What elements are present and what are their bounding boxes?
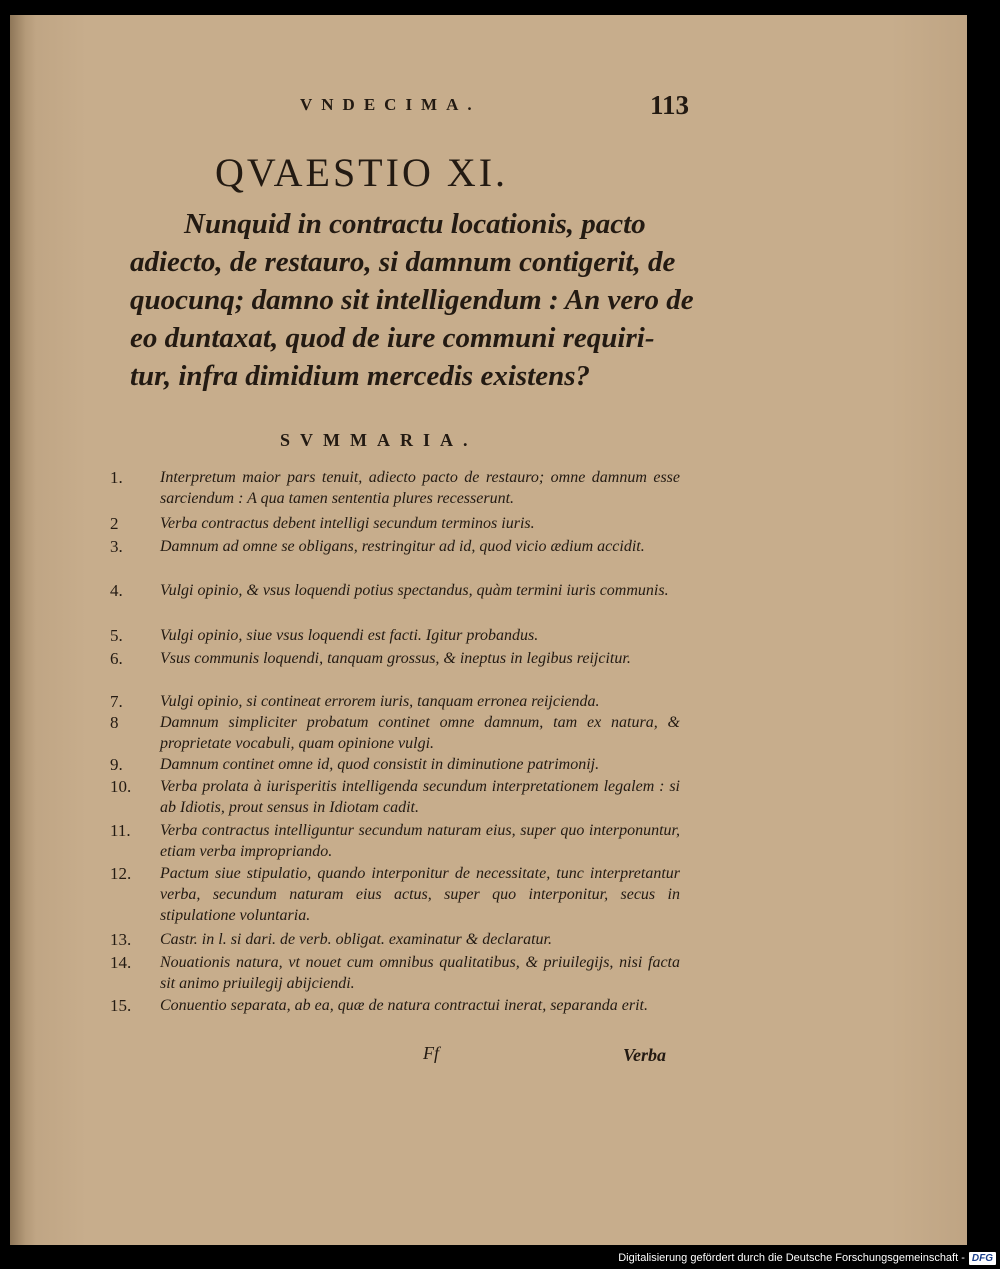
catchword: Verba [623,1045,667,1065]
item-text: Interpretum maior pars tenuit, adiecto pacto de restauro; omne damnum esse sarciendum : A qua tamen sententia plures recesserunt. [160,469,680,507]
signature-mark: Ff [423,1043,439,1063]
item-number: 6. [110,649,123,668]
page-number: 113 [650,90,690,120]
item-text: Damnum ad omne se obligans, restringitur ad id, quod vicio ædium accidit. [160,538,645,555]
item-number: 3. [110,537,123,556]
question-text [130,205,694,395]
item-number: 5. [110,626,123,645]
digitization-credit [618,1249,996,1267]
item-text: Vulgi opinio, siue vsus loquendi est facti. Igitur probandus. [160,627,539,644]
item-text: Vulgi opinio, & vsus loquendi potius spectandus, quàm termini iuris communis. [160,582,669,599]
item-number: 15. [110,996,132,1015]
item-number: 10. [110,777,132,796]
item-number: 7. [110,692,123,711]
question-line: Nunquid in contractu locationis, pacto [184,208,646,240]
item-number: 2 [110,514,119,533]
item-number: 12. [110,864,132,883]
item-text: Damnum continet omne id, quod consistit in diminutione patrimonij. [160,756,600,773]
question-line: adiecto, de restauro, si damnum contigerit, de [130,246,676,278]
item-number: 4. [110,581,123,600]
item-text: Pactum siue stipulatio, quando interponitur de necessitate, tunc interpretantur verba, secundum naturam eius actus, super quo interponitur, secus in stipulatione voluntaria. [160,865,680,924]
dfg-logo-icon: DFG [969,1252,996,1265]
page-gutter-shadow [10,15,36,1245]
item-number: 14. [110,953,132,972]
item-text: Vsus communis loquendi, tanquam grossus, & ineptus in legibus reijcitur. [160,650,631,667]
item-text: Conuentio separata, ab ea, quæ de natura contractui inerat, separanda erit. [160,997,648,1014]
item-number: 11. [110,821,131,840]
item-number: 8 [110,713,119,732]
item-text: Nouationis natura, vt nouet cum omnibus qualitatibus, & priuilegijs, nisi facta sit animo priuilegij abijciendi. [160,954,680,992]
item-text: Castr. in l. si dari. de verb. obligat. examinatur & declaratur. [160,931,552,948]
item-text: Damnum simpliciter probatum continet omne damnum, tam ex natura, & proprietate vocabuli, quam opinione vulgi. [160,714,680,752]
summaria-heading: SVMMARIA. [280,430,478,450]
book-page [10,15,967,1245]
item-text: Verba prolata à iurisperitis intelligenda secundum interpretationem legalem : si ab Idiotis, prout sensus in Idiotam cadit. [160,778,680,816]
item-text: Vulgi opinio, si contineat errorem iuris, tanquam erronea reijcienda. [160,693,600,710]
item-number: 9. [110,755,123,774]
credit-text: Digitalisierung gefördert durch die Deutsche Forschungsgemeinschaft - [618,1252,965,1264]
item-number: 1. [110,468,123,487]
question-line: tur, infra dimidium mercedis existens? [130,360,591,392]
item-text: Verba contractus debent intelligi secundum terminos iuris. [160,515,535,532]
item-text: Verba contractus intelliguntur secundum naturam eius, super quo interponuntur, etiam verba impropriando. [160,822,680,860]
question-line: quocunq; damno sit intelligendum : An vero de [130,284,694,316]
item-number: 13. [110,930,132,949]
running-head: VNDECIMA. [300,95,481,114]
question-line: eo duntaxat, quod de iure communi requiri- [130,322,655,354]
question-title: QVAESTIO XI. [215,150,509,195]
